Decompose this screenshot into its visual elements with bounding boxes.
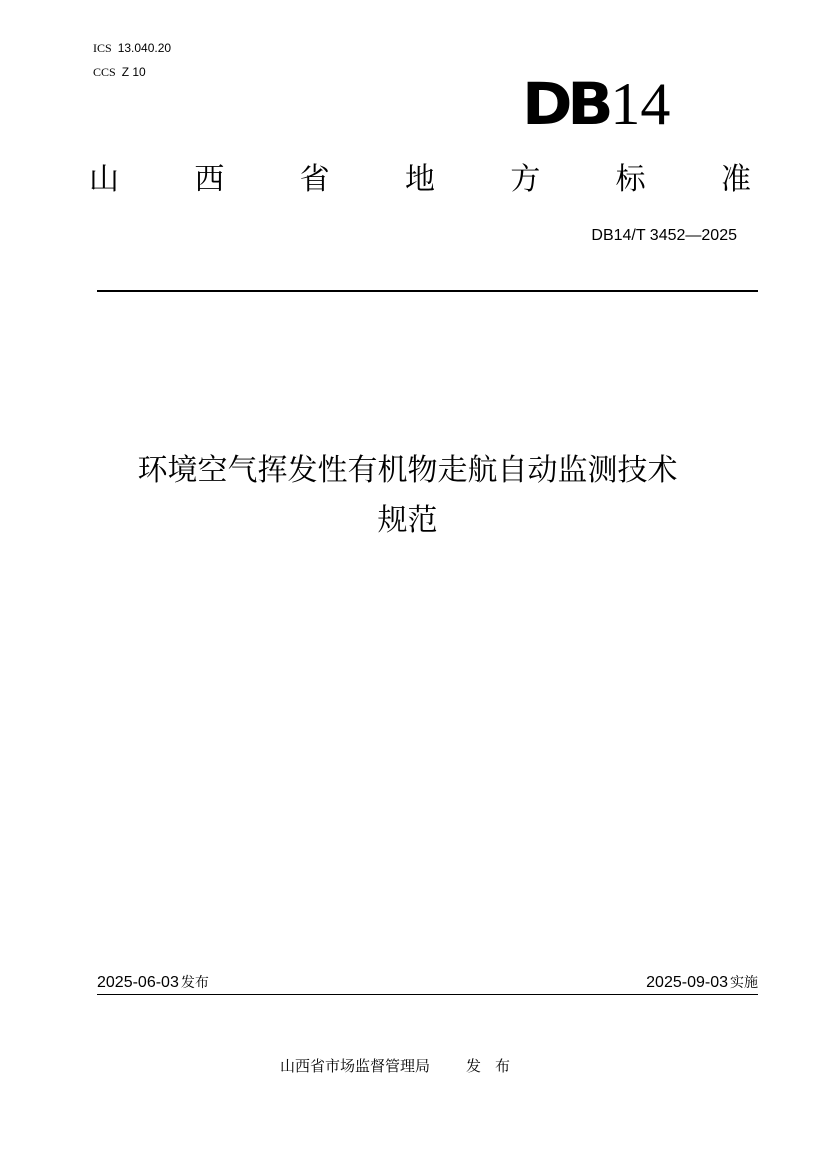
implementation-date-line [646, 972, 758, 993]
document-title-line-2: 规范 [377, 503, 438, 538]
ccs-label: CCS [93, 65, 116, 79]
issue-label: 发布 [180, 975, 209, 991]
standard-type-char: 标 [615, 162, 646, 197]
standard-type-char: 地 [404, 162, 435, 197]
ics-classification [93, 41, 171, 55]
standard-type-char: 方 [510, 162, 541, 197]
standard-type-char: 山 [89, 162, 119, 197]
standard-type-char: 准 [720, 162, 751, 197]
issuer-line [280, 1056, 524, 1076]
issuer-name: 山西省市场监督管理局 [280, 1057, 431, 1075]
header-divider [97, 290, 758, 292]
standard-type-char: 省 [299, 162, 330, 197]
db-logo-letters: DB [522, 70, 609, 138]
issue-date-line [97, 972, 209, 993]
standard-number: DB14/T 3452—2025 [591, 227, 737, 244]
document-title-line-1: 环境空气挥发性有机物走航自动监测技术 [137, 453, 678, 488]
issuer-action: 发布 [466, 1057, 525, 1075]
document-title [60, 446, 755, 546]
standard-type-heading [86, 161, 754, 199]
ccs-value: Z 10 [121, 65, 146, 79]
implementation-date: 2025-09-03 [646, 974, 728, 991]
ics-label: ICS [93, 41, 112, 55]
implementation-label: 实施 [730, 975, 758, 991]
footer-divider [97, 994, 758, 995]
issue-date: 2025-06-03 [97, 974, 179, 991]
db-standard-logo [522, 70, 671, 138]
ics-value: 13.040.20 [117, 41, 172, 55]
ccs-classification [93, 65, 146, 79]
standard-type-char: 西 [194, 162, 225, 197]
db-logo-digits: 14 [610, 71, 671, 137]
